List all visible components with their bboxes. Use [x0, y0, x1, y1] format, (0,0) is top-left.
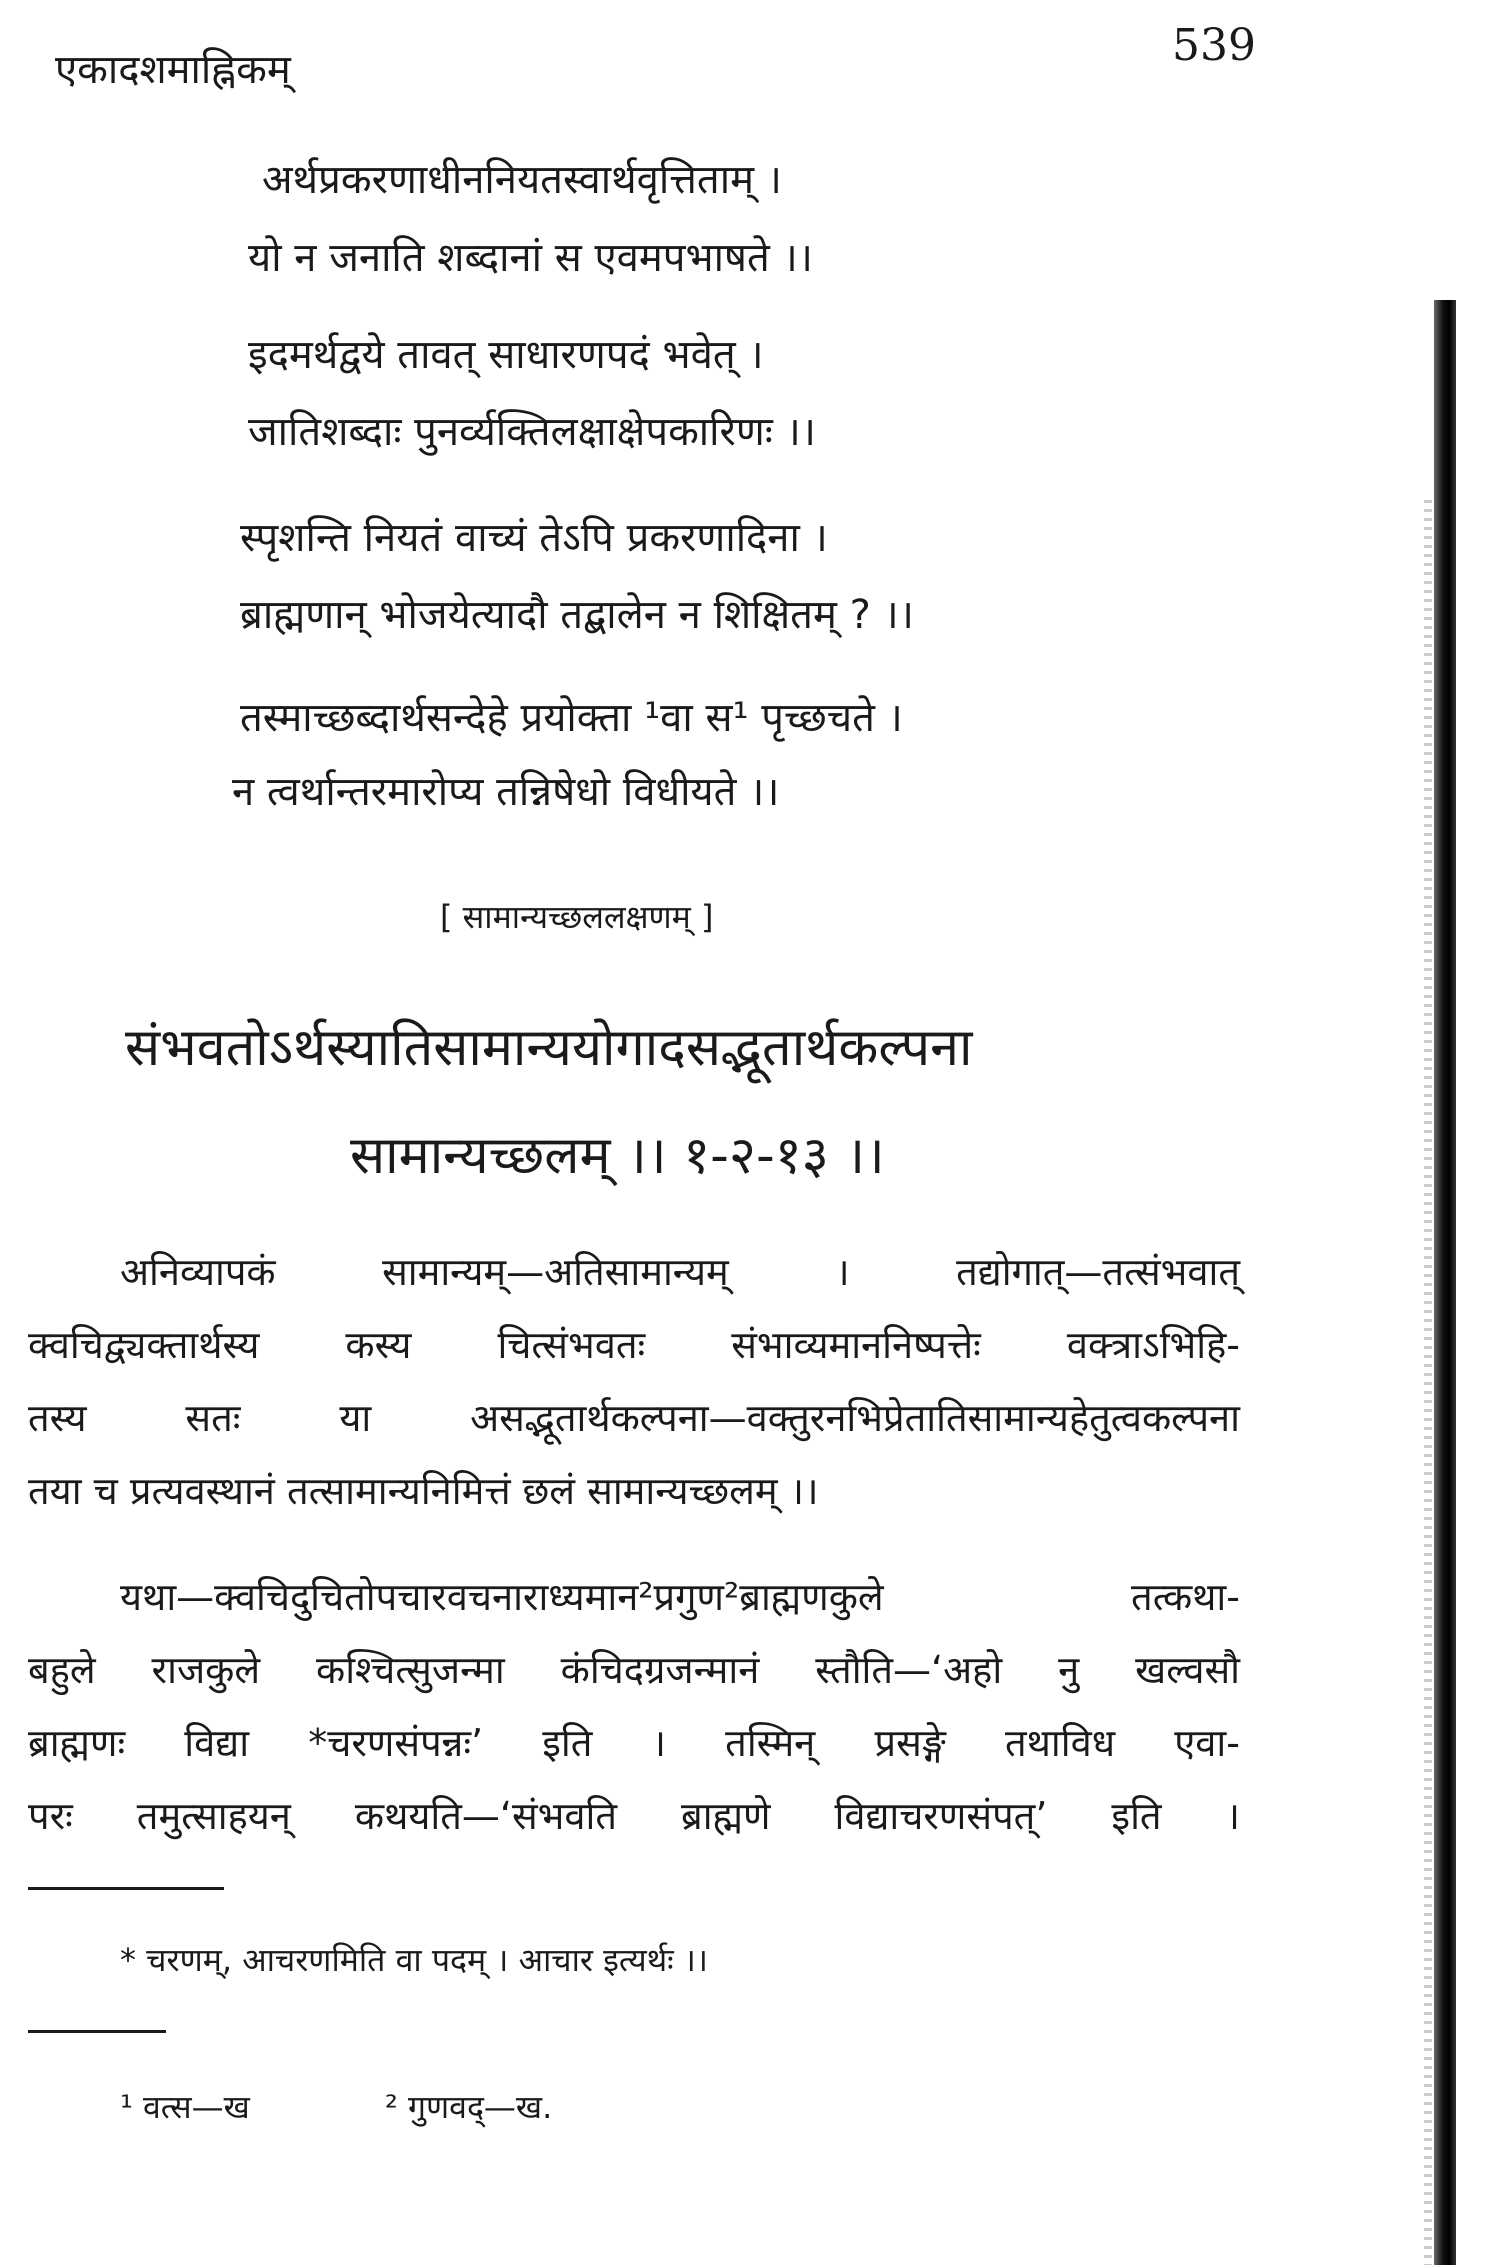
commentary-line: तया च प्रत्यवस्थानं तत्सामान्यनिमित्तं छलं सामान्यच्छलम् ।। [28, 1469, 819, 1513]
binding-edge [1434, 300, 1456, 2265]
verse-line: ब्राह्मणान् भोजयेत्यादौ तद्बालेन न शिक्षितम् ? ।। [240, 592, 914, 638]
commentary-line: क्वचिद्व्यक्तार्थस्य कस्य चित्संभवतः संभाव्यमाननिष्पत्तेः वक्त्राऽभिहि- [28, 1323, 1240, 1367]
binding-shadow [1424, 500, 1432, 2265]
example-line: ब्राह्मणः विद्या *चरणसंपन्नः’ इति । तस्मिन् प्रसङ्गे तथाविध एवा- [28, 1721, 1240, 1765]
commentary-line: अनिव्यापकं सामान्यम्—अतिसामान्यम् । तद्योगात्—तत्संभवात् [120, 1250, 1240, 1294]
section-heading: [ सामान्यच्छललक्षणम् ] [440, 898, 714, 936]
footnote-star: * चरणम्, आचरणमिति वा पदम् । आचार इत्यर्थः ।। [120, 1941, 709, 1979]
commentary-line: तस्य सतः या असद्भूतार्थकल्पना—वक्तुरनभिप्रेतातिसामान्यहेतुत्वकल्पना [28, 1396, 1240, 1440]
running-header-title: एकादशमाह्निकम् [55, 47, 291, 93]
footnote-variant: ¹ वत्स—ख [120, 2088, 250, 2126]
verse-line: अर्थप्रकरणाधीननियतस्वार्थवृत्तिताम् । [262, 157, 782, 203]
verse-line: न त्वर्थान्तरमारोप्य तन्निषेधो विधीयते ।। [232, 769, 780, 815]
verse-line: तस्माच्छब्दार्थसन्देहे प्रयोक्ता ¹वा स¹ पृच्छचते । [240, 695, 903, 741]
footnote-variant: ² गुणवद्—ख. [385, 2088, 553, 2126]
example-line: परः तमुत्साहयन् कथयति—‘संभवति ब्राह्मणे विद्याचरणसंपत्’ इति । [28, 1794, 1240, 1838]
footnote-separator-rule [28, 1887, 224, 1890]
verse-line: जातिशब्दाः पुनर्व्यक्तिलक्षाक्षेपकारिणः ।। [248, 409, 816, 455]
verse-line: यो न जनाति शब्दानां स एवमपभाषते ।। [248, 235, 813, 281]
example-line: बहुले राजकुले कश्चित्सुजन्मा कंचिदग्रजन्मानं स्तौति—‘अहो नु खल्वसौ [28, 1648, 1240, 1692]
footnote-separator-rule [28, 2030, 166, 2033]
page-number: 539 [1172, 20, 1256, 71]
example-line: यथा—क्वचिदुचितोपचारवचनाराध्यमान²प्रगुण²ब्राह्मणकुले तत्कथा- [120, 1575, 1240, 1619]
sutra-line-2: सामान्यच्छलम् ।। १-२-१३ ।। [350, 1126, 885, 1186]
verse-line: स्पृशन्ति नियतं वाच्यं तेऽपि प्रकरणादिना । [240, 515, 828, 561]
verse-line: इदमर्थद्वये तावत् साधारणपदं भवेत् । [248, 332, 764, 378]
sutra-line-1: संभवतोऽर्थस्यातिसामान्ययोगादसद्भूतार्थकल्पना [125, 1018, 973, 1078]
